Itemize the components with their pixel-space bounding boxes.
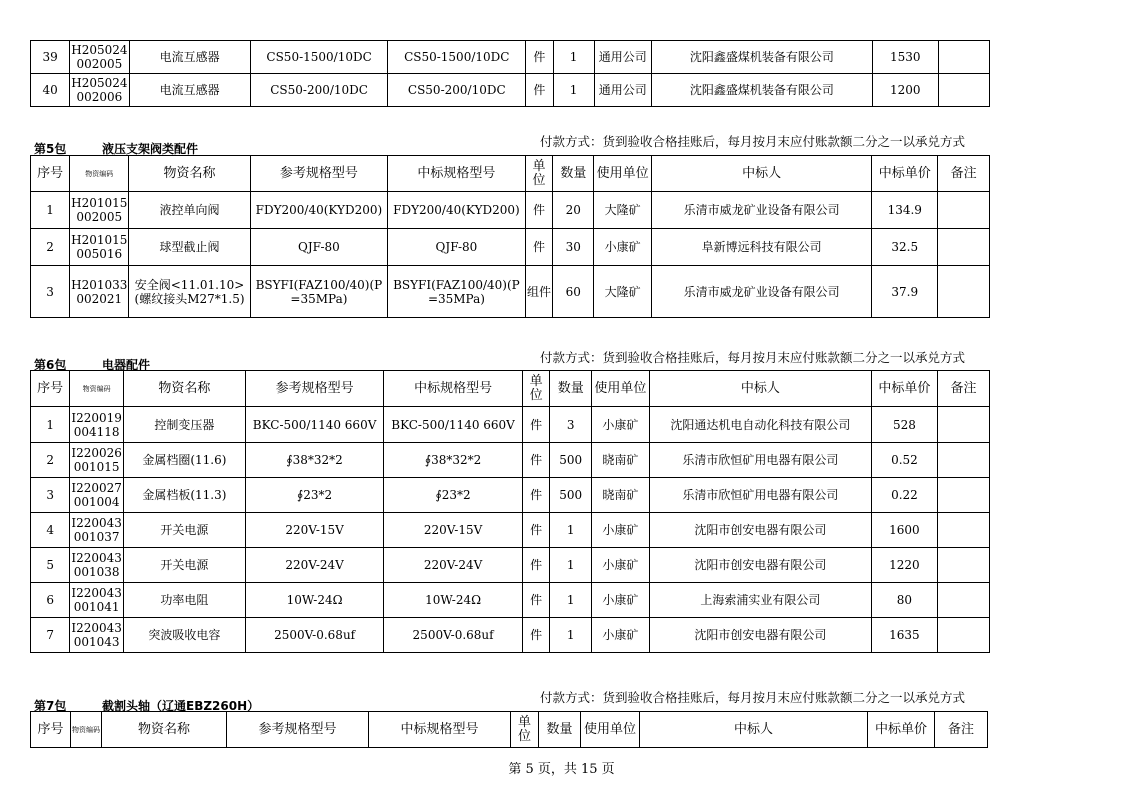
header-code: 物资编码: [71, 712, 102, 748]
cell-ref-spec: CS50-200/10DC: [250, 74, 388, 107]
header-code: 物资编码: [70, 371, 124, 407]
cell-price: 37.9: [872, 266, 938, 318]
cell-unit: 件: [526, 74, 554, 107]
cell-price: 80: [871, 583, 937, 618]
header-price: 中标单价: [872, 156, 938, 192]
cell-remark: [938, 192, 990, 229]
code-part: H201015: [71, 196, 128, 210]
cell-name: 电流互感器: [129, 41, 250, 74]
table-row: [31, 618, 990, 653]
code-part: 001041: [73, 600, 120, 614]
cell-remark: [937, 583, 989, 618]
code-part: 001037: [73, 530, 120, 544]
header-qty: 数量: [539, 712, 581, 748]
cell-code: [70, 192, 129, 229]
cell-user-unit: 小康矿: [594, 229, 651, 266]
header-bid-spec: 中标规格型号: [384, 371, 522, 407]
header-name: 物资名称: [129, 156, 250, 192]
cell-winner: 沈阳鑫盛煤机装备有限公司: [652, 74, 873, 107]
cell-bid-spec: ∮23*2: [384, 478, 522, 513]
cell-qty: 20: [553, 192, 594, 229]
cell-bid-spec: CS50-200/10DC: [388, 74, 526, 107]
cell-bid-spec: BSYFI(FAZ100/40)(P=35MPa): [388, 266, 526, 318]
cell-unit: 件: [522, 513, 550, 548]
table-top-continuation: [30, 40, 990, 107]
section-7-payment-note: 付款方式：货到验收合格挂账后，每月按月末应付账款额二分之一以承兑方式: [540, 690, 966, 705]
header-winner: 中标人: [651, 156, 871, 192]
header-name: 物资名称: [102, 712, 227, 748]
cell-code: [70, 443, 124, 478]
code-part: 002005: [76, 210, 123, 224]
cell-no: 4: [31, 513, 70, 548]
header-row: [31, 712, 988, 748]
cell-user-unit: 小康矿: [592, 407, 650, 443]
cell-no: 1: [31, 407, 70, 443]
section-7-package: 第7包: [34, 699, 67, 713]
table-row: [31, 583, 990, 618]
cell-remark: [938, 229, 990, 266]
header-remark: 备注: [938, 156, 990, 192]
code-part: 002021: [76, 291, 123, 306]
code-part: I220043: [71, 551, 122, 565]
cell-user-unit: 小康矿: [592, 618, 650, 653]
cell-winner: 沈阳通达机电自动化科技有限公司: [649, 407, 871, 443]
header-unit: 单位: [522, 371, 550, 407]
header-remark: 备注: [935, 712, 988, 748]
cell-name: 开关电源: [123, 513, 245, 548]
cell-no: 2: [31, 443, 70, 478]
cell-name: 安全阀<11.01.10>(螺纹接头M27*1.5): [129, 266, 250, 318]
cell-unit: 件: [522, 407, 550, 443]
cell-remark: [937, 618, 989, 653]
cell-user-unit: 小康矿: [592, 583, 650, 618]
cell-bid-spec: QJF-80: [388, 229, 526, 266]
cell-price: 1200: [872, 74, 938, 107]
cell-name: 控制变压器: [123, 407, 245, 443]
cell-code: [70, 548, 124, 583]
cell-code: [70, 266, 129, 318]
cell-qty: 30: [553, 229, 594, 266]
header-no: 序号: [31, 712, 71, 748]
cell-winner: 沈阳市创安电器有限公司: [649, 618, 871, 653]
cell-user-unit: 晓南矿: [592, 478, 650, 513]
table-row: [31, 266, 990, 318]
cell-winner: 乐清市欣恒矿用电器有限公司: [649, 443, 871, 478]
cell-unit: 件: [526, 41, 554, 74]
table-row: [31, 407, 990, 443]
header-user-unit: 使用单位: [592, 371, 650, 407]
cell-winner: 阜新博远科技有限公司: [651, 229, 871, 266]
code-part: H205024: [71, 43, 128, 57]
cell-no: 6: [31, 583, 70, 618]
header-winner: 中标人: [640, 712, 868, 748]
cell-unit: 件: [525, 192, 553, 229]
cell-price: 528: [871, 407, 937, 443]
cell-name: 液控单向阀: [129, 192, 250, 229]
cell-ref-spec: 220V-15V: [245, 513, 383, 548]
header-user-unit: 使用单位: [581, 712, 640, 748]
cell-unit: 件: [522, 583, 550, 618]
cell-bid-spec: CS50-1500/10DC: [388, 41, 526, 74]
cell-user-unit: 大隆矿: [594, 192, 651, 229]
header-ref-spec: 参考规格型号: [245, 371, 383, 407]
header-qty: 数量: [553, 156, 594, 192]
cell-code: [70, 407, 124, 443]
cell-ref-spec: 220V-24V: [245, 548, 383, 583]
cell-bid-spec: 220V-15V: [384, 513, 522, 548]
cell-remark: [937, 548, 989, 583]
cell-qty: 1: [550, 513, 592, 548]
cell-ref-spec: 2500V-0.68uf: [245, 618, 383, 653]
cell-bid-spec: 2500V-0.68uf: [384, 618, 522, 653]
table-row: [31, 229, 990, 266]
cell-user-unit: 小康矿: [592, 513, 650, 548]
cell-price: 134.9: [872, 192, 938, 229]
cell-code: [70, 513, 124, 548]
header-row: [31, 371, 990, 407]
section-6-name: 电器配件: [102, 358, 151, 372]
cell-remark: [937, 443, 989, 478]
cell-remark: [937, 513, 989, 548]
code-part: I220043: [71, 621, 122, 635]
code-part: I220043: [71, 586, 122, 600]
cell-code: [70, 618, 124, 653]
section-5-payment-note: 付款方式：货到验收合格挂账后，每月按月末应付账款额二分之一以承兑方式: [540, 134, 966, 149]
code-part: 002006: [76, 90, 123, 104]
cell-user-unit: 通用公司: [594, 41, 652, 74]
cell-unit: 组件: [525, 266, 553, 318]
table-row: [31, 548, 990, 583]
cell-bid-spec: ∮38*32*2: [384, 443, 522, 478]
code-part: H201033: [71, 277, 128, 292]
section-6-payment-note: 付款方式：货到验收合格挂账后，每月按月末应付账款额二分之一以承兑方式: [540, 350, 966, 365]
cell-price: 1220: [871, 548, 937, 583]
code-part: H205024: [71, 76, 128, 90]
table-row: [31, 192, 990, 229]
table-row: [31, 443, 990, 478]
code-part: 001004: [73, 495, 120, 509]
cell-qty: 60: [553, 266, 594, 318]
cell-code: [70, 583, 124, 618]
cell-bid-spec: BKC-500/1140 660V: [384, 407, 522, 443]
code-part: 001038: [73, 565, 120, 579]
cell-bid-spec: 220V-24V: [384, 548, 522, 583]
cell-code: [70, 41, 129, 74]
section-5-name: 液压支架阀类配件: [102, 142, 199, 156]
header-unit: 单位: [511, 712, 539, 748]
cell-qty: 500: [550, 478, 592, 513]
header-price: 中标单价: [868, 712, 935, 748]
header-ref-spec: 参考规格型号: [227, 712, 369, 748]
cell-winner: 沈阳市创安电器有限公司: [649, 548, 871, 583]
cell-no: 3: [31, 478, 70, 513]
cell-price: 1635: [871, 618, 937, 653]
code-part: I220043: [71, 516, 122, 530]
cell-unit: 件: [522, 548, 550, 583]
code-part: 002005: [76, 57, 123, 71]
code-part: I220026: [71, 446, 122, 460]
code-part: H201015: [71, 233, 128, 247]
cell-remark: [938, 41, 989, 74]
cell-no: 39: [31, 41, 70, 74]
cell-code: [70, 74, 129, 107]
header-remark: 备注: [937, 371, 989, 407]
cell-user-unit: 大隆矿: [594, 266, 651, 318]
cell-name: 电流互感器: [129, 74, 250, 107]
header-user-unit: 使用单位: [594, 156, 651, 192]
header-name: 物资名称: [123, 371, 245, 407]
cell-price: 0.22: [871, 478, 937, 513]
header-ref-spec: 参考规格型号: [250, 156, 388, 192]
cell-user-unit: 晓南矿: [592, 443, 650, 478]
cell-bid-spec: FDY200/40(KYD200): [388, 192, 526, 229]
table-row: [31, 41, 990, 74]
header-unit: 单位: [525, 156, 553, 192]
code-part: 001015: [73, 460, 120, 474]
section-7-name: 截割头轴（辽通EBZ260H）: [102, 699, 260, 713]
cell-no: 7: [31, 618, 70, 653]
cell-name: 金属档圈(11.6): [123, 443, 245, 478]
header-no: 序号: [31, 371, 70, 407]
cell-name: 开关电源: [123, 548, 245, 583]
cell-ref-spec: CS50-1500/10DC: [250, 41, 388, 74]
code-part: 004118: [73, 424, 120, 439]
cell-code: [70, 478, 124, 513]
cell-bid-spec: 10W-24Ω: [384, 583, 522, 618]
table-row: [31, 74, 990, 107]
cell-winner: 沈阳市创安电器有限公司: [649, 513, 871, 548]
code-part: 001043: [73, 635, 120, 649]
table-section-7: [30, 711, 988, 748]
code-part: I220027: [71, 481, 122, 495]
cell-code: [70, 229, 129, 266]
cell-price: 32.5: [872, 229, 938, 266]
cell-name: 突波吸收电容: [123, 618, 245, 653]
cell-winner: 乐清市威龙矿业设备有限公司: [651, 192, 871, 229]
cell-ref-spec: BKC-500/1140 660V: [245, 407, 383, 443]
cell-qty: 1: [553, 41, 594, 74]
cell-user-unit: 小康矿: [592, 548, 650, 583]
header-winner: 中标人: [649, 371, 871, 407]
header-row: [31, 156, 990, 192]
cell-price: 0.52: [871, 443, 937, 478]
cell-qty: 1: [550, 583, 592, 618]
table-section-6: [30, 370, 990, 653]
cell-no: 1: [31, 192, 70, 229]
header-no: 序号: [31, 156, 70, 192]
cell-ref-spec: ∮38*32*2: [245, 443, 383, 478]
cell-qty: 1: [553, 74, 594, 107]
cell-price: 1530: [872, 41, 938, 74]
cell-remark: [937, 478, 989, 513]
cell-name: 金属档板(11.3): [123, 478, 245, 513]
table-row: [31, 478, 990, 513]
cell-winner: 沈阳鑫盛煤机装备有限公司: [652, 41, 873, 74]
cell-ref-spec: QJF-80: [250, 229, 388, 266]
cell-price: 1600: [871, 513, 937, 548]
cell-no: 2: [31, 229, 70, 266]
cell-remark: [938, 266, 990, 318]
cell-no: 5: [31, 548, 70, 583]
cell-unit: 件: [522, 618, 550, 653]
cell-qty: 3: [550, 407, 592, 443]
spreadsheet-page: [30, 0, 990, 744]
header-price: 中标单价: [871, 371, 937, 407]
cell-name: 球型截止阀: [129, 229, 250, 266]
section-5-package: 第5包: [34, 142, 67, 156]
header-bid-spec: 中标规格型号: [388, 156, 526, 192]
cell-no: 3: [31, 266, 70, 318]
cell-qty: 500: [550, 443, 592, 478]
cell-unit: 件: [522, 478, 550, 513]
cell-ref-spec: BSYFI(FAZ100/40)(P=35MPa): [250, 266, 388, 318]
cell-name: 功率电阻: [123, 583, 245, 618]
cell-qty: 1: [550, 618, 592, 653]
cell-winner: 乐清市欣恒矿用电器有限公司: [649, 478, 871, 513]
cell-ref-spec: ∮23*2: [245, 478, 383, 513]
cell-winner: 乐清市威龙矿业设备有限公司: [651, 266, 871, 318]
cell-winner: 上海索浦实业有限公司: [649, 583, 871, 618]
header-bid-spec: 中标规格型号: [369, 712, 511, 748]
cell-user-unit: 通用公司: [594, 74, 652, 107]
section-6-package: 第6包: [34, 358, 67, 372]
table-section-5: [30, 155, 990, 318]
cell-unit: 件: [522, 443, 550, 478]
cell-remark: [937, 407, 989, 443]
code-part: I220019: [71, 410, 122, 425]
cell-ref-spec: 10W-24Ω: [245, 583, 383, 618]
header-code: 物资编码: [70, 156, 129, 192]
header-qty: 数量: [550, 371, 592, 407]
code-part: 005016: [76, 247, 123, 261]
cell-qty: 1: [550, 548, 592, 583]
cell-ref-spec: FDY200/40(KYD200): [250, 192, 388, 229]
cell-remark: [938, 74, 989, 107]
cell-no: 40: [31, 74, 70, 107]
table-row: [31, 513, 990, 548]
page-footer: 第 5 页，共 15 页: [508, 762, 615, 777]
cell-unit: 件: [525, 229, 553, 266]
